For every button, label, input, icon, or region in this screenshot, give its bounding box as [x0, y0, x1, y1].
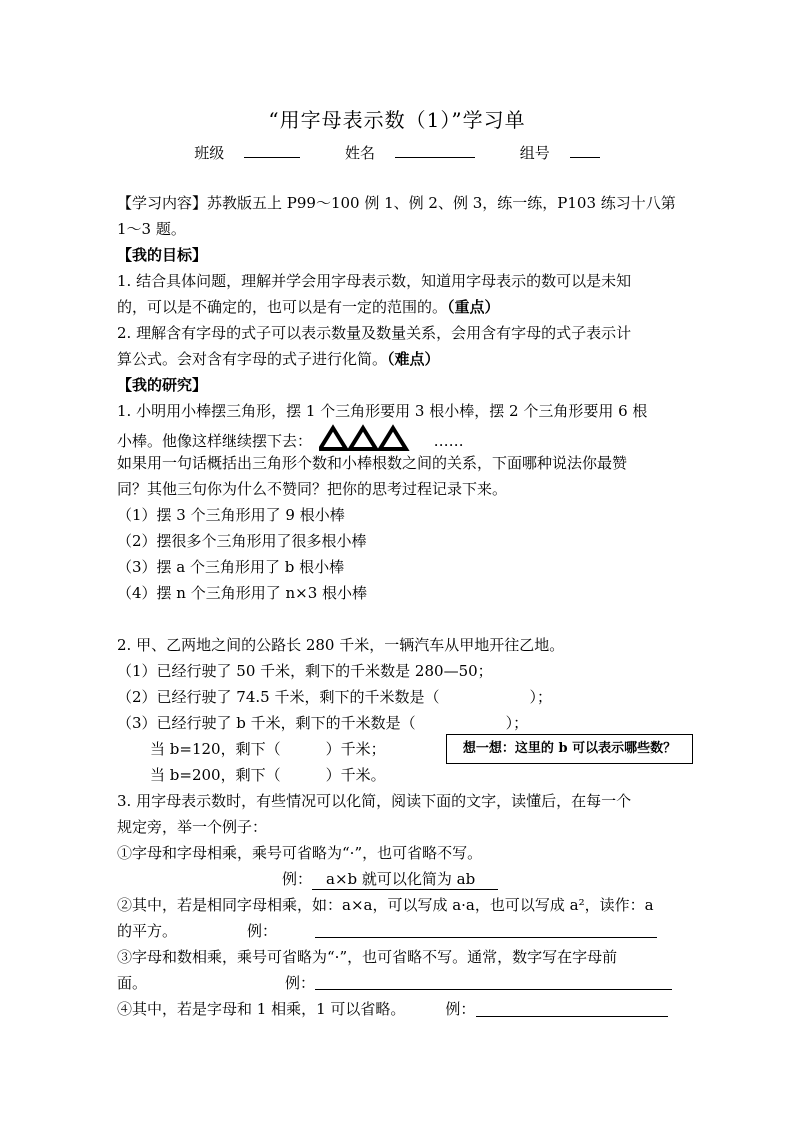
- name-label: 姓名: [344, 144, 375, 162]
- triangle-icon: [350, 428, 376, 449]
- rule-4-text: ④其中，若是字母和 1 相乘，1 可以省略。: [117, 1000, 406, 1018]
- goal-1-line-1: 1. 结合具体问题，理解并学会用字母表示数，知道用字母表示的数可以是未知: [117, 272, 632, 290]
- q1-option-1: （1）摆 3 个三角形用了 9 根小棒: [117, 506, 345, 524]
- name-blank[interactable]: [395, 143, 475, 158]
- class-blank[interactable]: [244, 143, 300, 158]
- student-info-line: [0, 142, 794, 163]
- q1-option-4: （4）摆 n 个三角形用了 n×3 根小棒: [117, 584, 368, 602]
- q1-ellipsis: ……: [433, 432, 464, 450]
- q1-line-3: 如果用一句话概括出三角形个数和小棒根数之间的关系，下面哪种说法你最赞: [117, 454, 628, 472]
- rule-3-line-1: ③字母和数相乘，乘号可省略为“·”，也可省略不写。通常，数字写在字母前: [117, 948, 618, 966]
- q2-sub-5: 当 b=200，剩下（ ）千米。: [150, 766, 386, 784]
- q2-stem: 2. 甲、乙两地之间的公路长 280 千米，一辆汽车从甲地开往乙地。: [117, 636, 565, 654]
- rule-3-text: 面。: [117, 974, 148, 992]
- class-label: 班级: [194, 144, 225, 162]
- q3-line-1: 3. 用字母表示数时，有些情况可以化简，阅读下面的文字，读懂后，在每一个: [117, 792, 632, 810]
- rule-3-example-label: 例：: [285, 974, 316, 992]
- group-blank[interactable]: [570, 143, 600, 158]
- rule-2-line-1: ②其中，若是相同字母相乘，如：a×a，可以写成 a·a，也可以写成 a²，读作：a: [117, 896, 654, 914]
- q2-sub-1: （1）已经行驶了 50 千米，剩下的千米数是 280—50；: [117, 662, 493, 680]
- q1-text: 小棒。他像这样继续摆下去：: [117, 432, 313, 450]
- content-line-2: 1～3 题。: [117, 220, 186, 238]
- think-callout-box: 想一想：这里的 b 可以表示哪些数？: [446, 734, 693, 764]
- q2-sub-3: （3）已经行驶了 b 千米，剩下的千米数是（ ）；: [117, 714, 529, 732]
- page-title: “用字母表示数（1）”学习单: [268, 108, 526, 132]
- rule-2-answer-line[interactable]: [315, 937, 657, 938]
- rule-4-example-label: 例：: [445, 1000, 476, 1018]
- rule-4: [117, 996, 683, 1022]
- class-field[interactable]: [184, 142, 310, 163]
- rule-2-example-label: 例：: [247, 922, 278, 940]
- goal-1-text: 的，可以是不确定的，也可以是有一定的范围的。: [117, 298, 448, 316]
- q1-option-2: （2）摆很多个三角形用了很多根小棒: [117, 532, 367, 550]
- q2-sub-2: （2）已经行驶了 74.5 千米，剩下的千米数是（ ）；: [117, 688, 552, 706]
- rule-2-text: 的平方。: [117, 922, 178, 940]
- group-field[interactable]: [510, 142, 610, 163]
- q1-line-1: 1. 小明用小棒摆三角形，摆 1 个三角形要用 3 根小棒，摆 2 个三角形要用 6 根: [117, 402, 648, 420]
- q2-sub-4: 当 b=120，剩下（ ）千米；: [150, 740, 386, 758]
- key-point-tag: （重点）: [447, 298, 500, 316]
- goal-2-text: 算公式。会对含有字母的式子进行化简。: [117, 350, 388, 368]
- rule-1-example: [282, 866, 542, 892]
- q3-line-2: 规定旁，举一个例子：: [117, 818, 268, 836]
- goal-1-line-2: [117, 294, 683, 320]
- goal-2-line-1: 2. 理解含有字母的式子可以表示数量及数量关系，会用含有字母的式子表示计: [117, 324, 632, 342]
- research-heading: 【我的研究】: [117, 376, 208, 394]
- rule-4-answer-line[interactable]: [476, 1016, 668, 1017]
- triangle-icon: [320, 428, 346, 449]
- rule-1-example-text: a×b 就可以化简为 ab: [312, 869, 498, 890]
- group-label: 组号: [519, 144, 550, 162]
- rule-3-line-2: [117, 970, 683, 996]
- rule-1-example-label: 例：: [282, 870, 313, 888]
- q1-option-3: （3）摆 a 个三角形用了 b 根小棒: [117, 558, 345, 576]
- triangle-icon: [380, 428, 406, 449]
- q1-line-4: 同？其他三句你为什么不赞同？把你的思考过程记录下来。: [117, 480, 508, 498]
- name-field[interactable]: [335, 142, 485, 163]
- difficulty-tag: （难点）: [387, 350, 440, 368]
- goals-heading: 【我的目标】: [117, 246, 208, 264]
- rule-3-answer-line[interactable]: [315, 989, 672, 990]
- goal-2-line-2: [117, 346, 683, 372]
- rule-2-line-2: [117, 918, 683, 944]
- rule-1: ①字母和字母相乘，乘号可省略为“·”，也可省略不写。: [117, 844, 483, 862]
- content-line-1: 【学习内容】苏教版五上 P99～100 例 1、例 2、例 3，练一练，P103 练习十八第: [117, 194, 676, 212]
